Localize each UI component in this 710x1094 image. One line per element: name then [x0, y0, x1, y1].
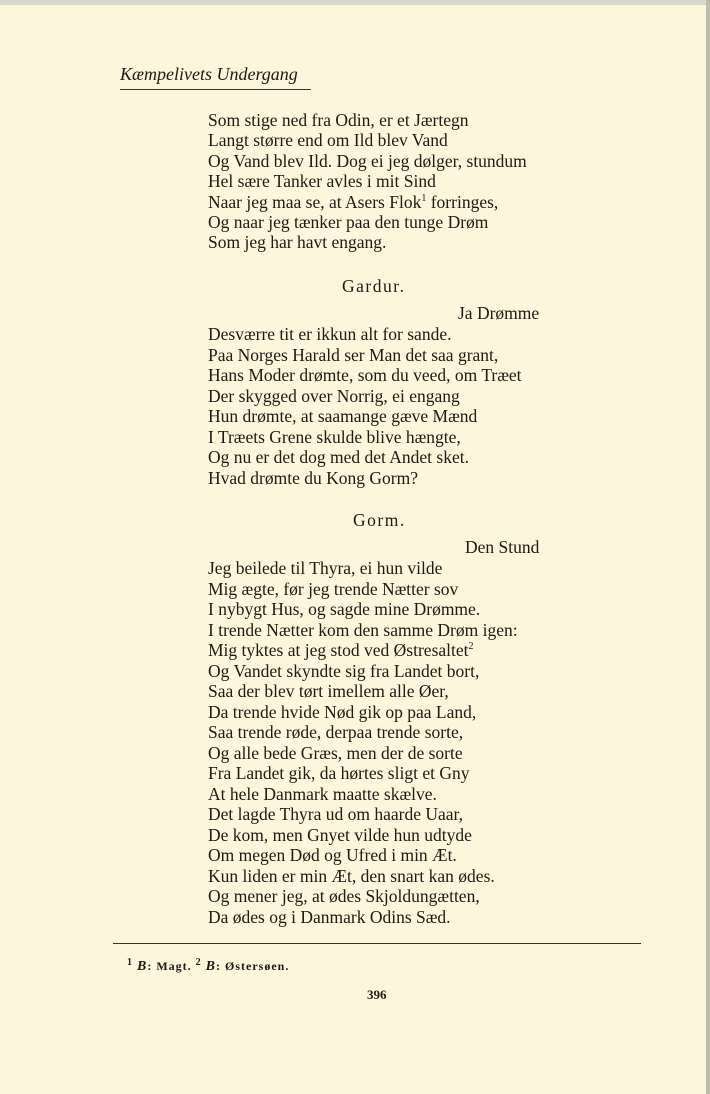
verse-text: Da trende hvide Nød gik op paa Land, — [208, 701, 477, 722]
verse-line — [208, 907, 451, 927]
speaker-gorm: Gorm. — [353, 510, 406, 530]
verse-line — [208, 640, 474, 660]
verse-text: Desværre tit er ikkun alt for sande. — [208, 324, 452, 344]
scan-edge-top — [0, 0, 710, 5]
running-header: Kæmpelivets Undergang — [120, 64, 298, 84]
verse-text: Hel sære Tanker avles i mit Sind — [208, 171, 436, 192]
verse-line — [208, 763, 469, 783]
verse-text: Kun liden er min Æt, den snart kan ødes. — [208, 865, 495, 886]
verse-text: Om megen Død og Ufred i min Æt. — [208, 845, 457, 865]
verse-line — [208, 468, 418, 488]
verse-line — [208, 886, 480, 906]
verse-line — [208, 702, 476, 722]
verse-text: Hans Moder drømte, som du veed, om Træet — [208, 365, 522, 385]
verse-text: Og naar jeg tænker paa den tunge Drøm — [208, 212, 489, 232]
verse-line — [208, 427, 461, 447]
verse-line — [208, 579, 458, 599]
verse-text: Da ødes og i Danmark Odins Sæd. — [208, 906, 451, 927]
scan-edge-right — [706, 0, 710, 1094]
verse-text: Mig ægte, før jeg trende Nætter sov — [208, 578, 459, 599]
verse-text: I Træets Grene skulde blive hængte, — [208, 426, 461, 447]
verse-line — [465, 537, 539, 557]
speaker-gardur: Gardur. — [342, 276, 406, 296]
verse-line — [208, 722, 463, 742]
verse-text: Saa der blev tørt imellem alle Øer, — [208, 681, 449, 701]
verse-line — [208, 232, 386, 252]
verse-text: Langt større end om Ild blev Vand — [208, 130, 448, 151]
footnote-rule — [113, 943, 641, 944]
verse-line — [458, 303, 539, 323]
verse-line — [208, 171, 436, 191]
verse-text: Og Vandet skyndte sig fra Landet bort, — [208, 660, 480, 681]
verse-text: Og nu er det dog med det Andet sket. — [208, 447, 469, 467]
verse-text: Jeg beilede til Thyra, ei hun vilde — [208, 558, 443, 578]
verse-text: forringes, — [426, 191, 499, 212]
verse-text: Der skygged over Norrig, ei engang — [208, 385, 460, 406]
verse-text: Ja Drømme — [458, 303, 540, 323]
header-rule — [120, 89, 311, 90]
verse-text: Som stige ned fra Odin, er et Jærtegn — [208, 110, 469, 130]
verse-line — [208, 365, 522, 385]
verse-line — [208, 681, 449, 701]
verse-line — [208, 151, 527, 171]
verse-text: Naar jeg maa se, at Asers Flok — [208, 191, 422, 212]
verse-text: Den Stund — [465, 537, 540, 557]
verse-text: Og Vand blev Ild. Dog ei jeg dølger, stundum — [208, 150, 527, 171]
verse-line — [208, 804, 463, 824]
verse-text: I trende Nætter kom den samme Drøm igen: — [208, 619, 518, 640]
verse-text: Hun drømte, at saamange gæve Mænd — [208, 406, 478, 426]
verse-line — [208, 558, 442, 578]
verse-line — [208, 661, 479, 681]
verse-line — [208, 110, 469, 130]
verse-text: Paa Norges Harald ser Man det saa grant, — [208, 344, 499, 365]
verse-line — [208, 130, 448, 150]
verse-text: Mig tyktes at jeg stod ved Østresaltet — [208, 640, 469, 660]
verse-text: Det lagde Thyra ud om haarde Uaar, — [208, 804, 464, 824]
verse-text: Og mener jeg, at ødes Skjoldungætten, — [208, 886, 480, 906]
verse-line — [208, 192, 498, 212]
verse-line — [208, 620, 518, 640]
verse-line — [208, 386, 460, 406]
verse-text: Og alle bede Græs, men der de sorte — [208, 742, 463, 763]
verse-text: Som jeg har havt engang. — [208, 232, 387, 253]
page-number: 396 — [367, 987, 387, 1002]
verse-line — [208, 324, 451, 344]
verse-text: Hvad drømte du Kong Gorm? — [208, 467, 418, 488]
verse-line — [208, 599, 480, 619]
verse-line — [208, 345, 498, 365]
verse-text: At hele Danmark maatte skælve. — [208, 783, 437, 804]
verse-text: Saa trende røde, derpaa trende sorte, — [208, 722, 464, 742]
footnote-ref: 1 — [421, 192, 427, 204]
footnotes: $^1$ B: Magt. $^2$ B: Østersøen. — [127, 957, 290, 974]
verse-line — [208, 845, 457, 865]
verse-line — [208, 743, 463, 763]
verse-text: I nybygt Hus, og sagde mine Drømme. — [208, 599, 481, 619]
verse-line — [208, 866, 495, 886]
verse-line — [208, 825, 472, 845]
verse-line — [208, 212, 488, 232]
footnote-ref: 2 — [468, 641, 474, 653]
verse-line — [208, 406, 477, 426]
verse-line — [208, 447, 469, 467]
verse-line — [208, 784, 437, 804]
verse-text: Fra Landet gik, da hørtes sligt et Gny — [208, 763, 470, 783]
verse-text: De kom, men Gnyet vilde hun udtyde — [208, 824, 472, 845]
